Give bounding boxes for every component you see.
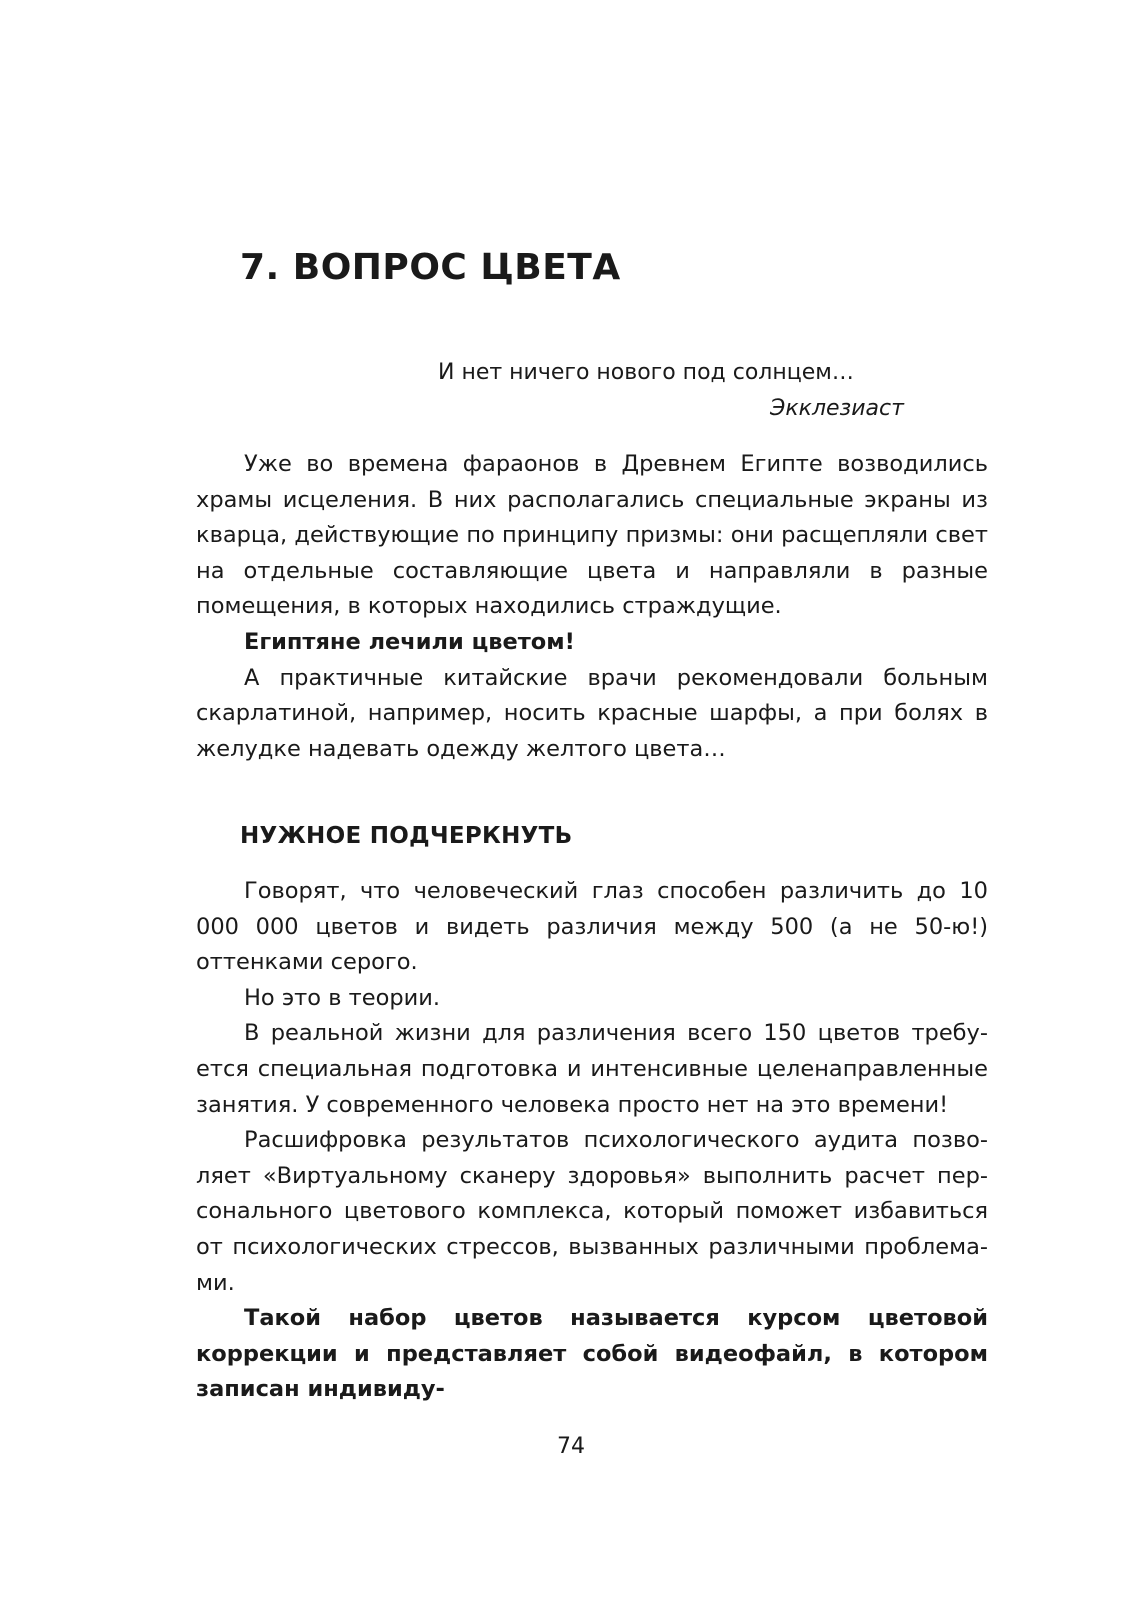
paragraph: Уже во времена фараонов в Древнем Египте возводились храмы исцеления. В них располагались специальные экраны из кварца, действующие по принципу призмы: они расщепляли свет на отдельные составляющие цвета и направляли в разные помещения, в которых находились страждущие.: [196, 451, 988, 620]
chapter-title: 7. ВОПРОС ЦВЕТА: [240, 247, 621, 288]
epigraph-quote: И нет ничего нового под солнцем…: [438, 360, 854, 385]
paragraph: Но это в теории.: [244, 984, 441, 1011]
section-text: [196, 874, 988, 1408]
section-title: НУЖНОЕ ПОДЧЕРКНУТЬ: [240, 823, 573, 849]
paragraph: А практичные китайские врачи рекомендовали больным скарлатиной, например, носить красные шарфы, а при болях в желудке надевать одежду желтого цвета…: [196, 664, 988, 762]
epigraph-author: Экклезиаст: [770, 396, 904, 421]
intro-text: [196, 447, 988, 767]
page-number: 74: [557, 1434, 585, 1459]
paragraph-bold: Египтяне лечили цветом!: [244, 628, 575, 655]
paragraph: Говорят, что человеческий глаз способен различить до 10 000 000 цветов и видеть различия между 500 (а не 50-ю!) оттенками серого.: [196, 878, 988, 976]
paragraph: Расшифровка результатов психологического аудита позволяет «Виртуальному сканеру здоровья» выполнить расчет персонального цветового комплекса, который поможет избавиться от психологических стрессов, вызванных различными проблемами.: [196, 1127, 988, 1296]
paragraph-bold: Такой набор цветов называется курсом цветовой коррекции и представляет собой видеофайл, в котором записан индивиду-: [196, 1305, 988, 1403]
paragraph: В реальной жизни для различения всего 150 цветов требуется специальная подготовка и интенсивные целенаправленные занятия. У современного человека просто нет на это времени!: [196, 1020, 988, 1118]
